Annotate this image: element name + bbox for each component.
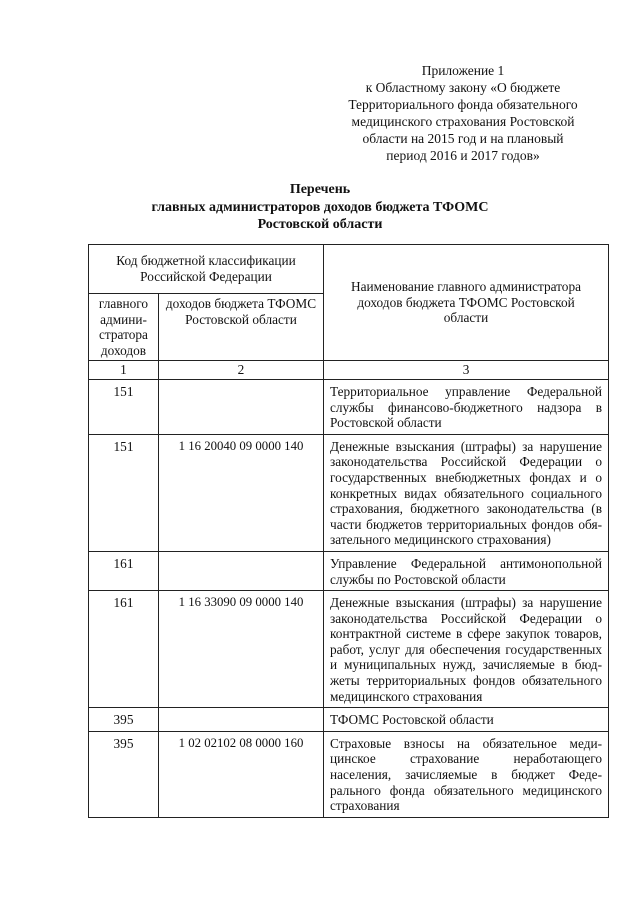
table-row (89, 551, 609, 590)
column-number: 1 (89, 361, 159, 380)
income-code-cell: 1 02 02102 08 0000 160 (159, 731, 324, 817)
annex-title: Приложение 1 (421, 63, 505, 78)
header-administrator-name: Наименование главного администратора доходов бюджета ТФОМС Ростовской области (324, 245, 609, 361)
column-number-row (89, 361, 609, 380)
income-code-cell: 1 16 33090 09 0000 140 (159, 591, 324, 708)
table-row (89, 379, 609, 434)
annex-line: области на 2015 год и на плановый (362, 131, 564, 146)
admin-code-cell: 395 (89, 731, 159, 817)
annex-line: Территориального фонда обязательного (348, 97, 578, 112)
column-number: 3 (324, 361, 609, 380)
table-row (89, 708, 609, 732)
annex-line: медицинского страхования Ростовской (351, 114, 575, 129)
heading-line: главных администраторов доходов бюджета ТФОМС (151, 199, 489, 215)
document-heading (90, 181, 550, 234)
administrator-name-cell: Страховые взносы на обязательное медицинское страхование неработающего населения, зачисляемые в бюджет Федерального фонда обязательного медицинского страхования (324, 731, 609, 817)
admin-code-cell: 161 (89, 551, 159, 590)
admin-code-cell: 395 (89, 708, 159, 732)
administrator-name-cell: Управление Федеральной антимонопольной службы по Ростовской области (324, 551, 609, 590)
admin-code-cell: 151 (89, 434, 159, 551)
header-classification-group: Код бюджетной классификации Российской Федерации (89, 245, 324, 294)
income-code-cell: 1 16 20040 09 0000 140 (159, 434, 324, 551)
income-code-cell (159, 379, 324, 434)
table-body (89, 361, 609, 817)
annex-header (318, 62, 608, 164)
admin-code-cell: 161 (89, 591, 159, 708)
column-number: 2 (159, 361, 324, 380)
heading-line: Перечень (289, 182, 351, 197)
header-income-code: доходов бюджета ТФОМС Ростовской области (159, 294, 324, 361)
income-code-cell (159, 708, 324, 732)
table-row (89, 591, 609, 708)
annex-line: период 2016 и 2017 годов» (386, 148, 540, 163)
table-row (89, 434, 609, 551)
administrator-name-cell: ТФОМС Ростовской области (324, 708, 609, 732)
administrator-name-cell: Денежные взыскания (штрафы) за нарушение законодательства Российской Федерации о контрактной системе в сфере закупок товаров, работ, услуг для обеспечения государственных и муниципальных нужд, зачисляемые в бюджеты территориальных фондов обязательного медицинского страхования (324, 591, 609, 708)
annex-line: к Областному закону «О бюджете (365, 80, 561, 95)
administrator-name-cell: Денежные взыскания (штрафы) за нарушение законодательства Российской Федерации о государственных внебюджетных фондах и о конкретных видах обязательного социального страхования, бюджетного законодательства (в части бюджетов территориальных фондов обязательного медицинского страхования) (324, 434, 609, 551)
table-row (89, 731, 609, 817)
administrator-name-cell: Территориальное управление Федеральной службы финансово-бюджетного надзора в Ростовской области (324, 379, 609, 434)
header-admin-code: главного админи-стратора доходов (89, 294, 159, 361)
heading-line: Ростовской области (257, 217, 383, 232)
administrators-table (88, 244, 609, 818)
income-code-cell (159, 551, 324, 590)
admin-code-cell: 151 (89, 379, 159, 434)
